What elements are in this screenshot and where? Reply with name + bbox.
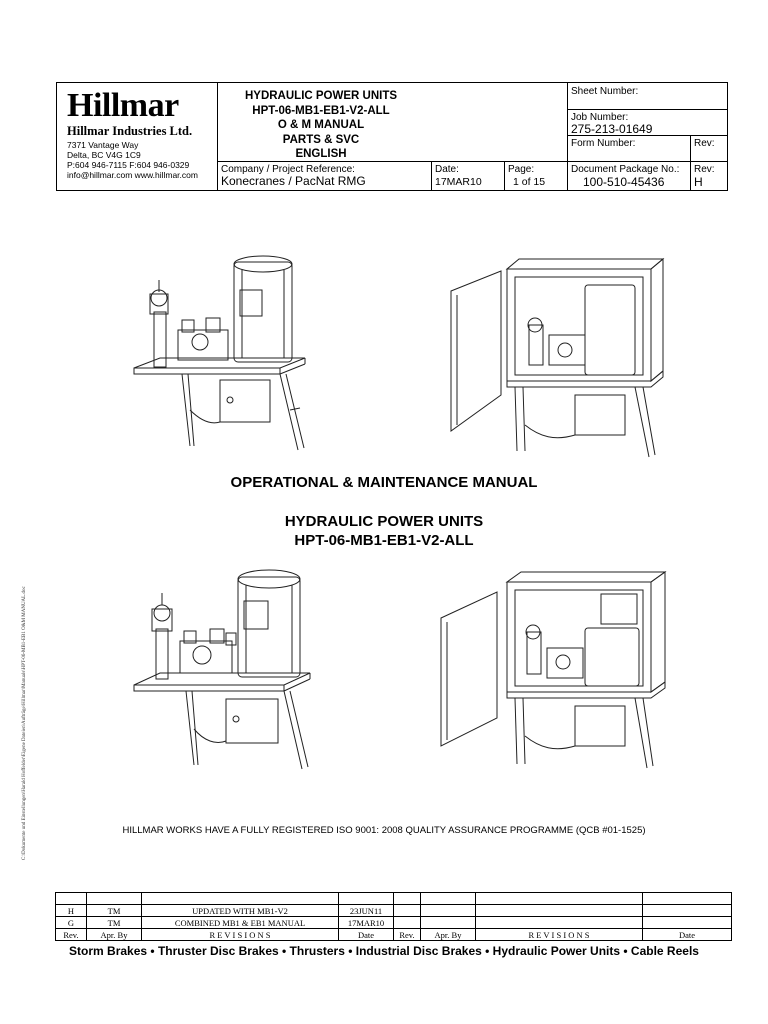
form-number-label: Form Number: [571,138,636,149]
address-line: Delta, BC V4G 1C9 [67,150,141,160]
job-number: 275-213-01649 [571,122,653,136]
doc-package-number: 100-510-45436 [583,175,665,189]
cabinet-unit-drawing-v2 [435,568,675,778]
company-ref: Konecranes / PacNat RMG [221,174,366,188]
company-logo: Hillmar [67,87,179,124]
page-value: 1 of 15 [513,176,546,188]
manual-title: OPERATIONAL & MAINTENANCE MANUAL [230,474,538,491]
rev-value: H [694,175,703,189]
cabinet-unit-drawing [445,255,670,465]
product-title-line1: HYDRAULIC POWER UNITS [284,513,484,530]
phone-line: P:604 946-7115 F:604 946-0329 [67,160,190,170]
date-value: 17MAR10 [435,176,482,188]
date-label: Date: [435,164,459,175]
product-title-line2: HPT-06-MB1-EB1-V2-ALL [294,532,474,549]
hydraulic-unit-drawing [130,250,320,455]
document-title: HYDRAULIC POWER UNITS HPT-06-MB1-EB1-V2-ALL O & M MANUAL PARTS & SVC ENGLISH [244,90,398,160]
product-tagline: Storm Brakes • Thruster Disc Brakes • Thrusters • Industrial Disc Brakes • Hydraulic Power Units • Cable Reels [69,944,699,958]
table-row: H TM UPDATED WITH MB1-V2 23JUN11 [56,905,732,917]
address-line: 7371 Vantage Way [67,140,139,150]
title-block [56,82,728,191]
sheet-number-label: Sheet Number: [571,86,639,97]
file-path: C:\Dokumente und Einstellungen\Harald Hoffelder\Eigene Dateien\Aufträge\Hillmar\Manuals\HPT-06-MB1-EB1 O&M MANUAL.doc [22,586,27,860]
rev-label: Rev: [694,164,715,175]
page-label: Page: [508,164,535,175]
hydraulic-unit-drawing-v2 [130,565,325,775]
company-name: Hillmar Industries Ltd. [67,124,193,138]
table-row [56,893,732,905]
job-number-label: Job Number: [571,112,629,123]
rev-label: Rev: [694,138,715,149]
table-row: G TM COMBINED MB1 & EB1 MANUAL 17MAR10 [56,917,732,929]
doc-package-label: Document Package No.: [571,164,680,175]
table-header-row: Rev. Apr. By R E V I S I O N S Date Rev. Apr. By R E V I S I O N S Date [56,929,732,941]
iso-statement: HILLMAR WORKS HAVE A FULLY REGISTERED ISO 9001: 2008 QUALITY ASSURANCE PROGRAMME (QCB #01-1525) [122,825,646,836]
revisions-table [55,892,732,941]
company-ref-label: Company / Project Reference: [221,164,355,175]
contact-line: info@hillmar.com www.hillmar.com [67,170,198,180]
